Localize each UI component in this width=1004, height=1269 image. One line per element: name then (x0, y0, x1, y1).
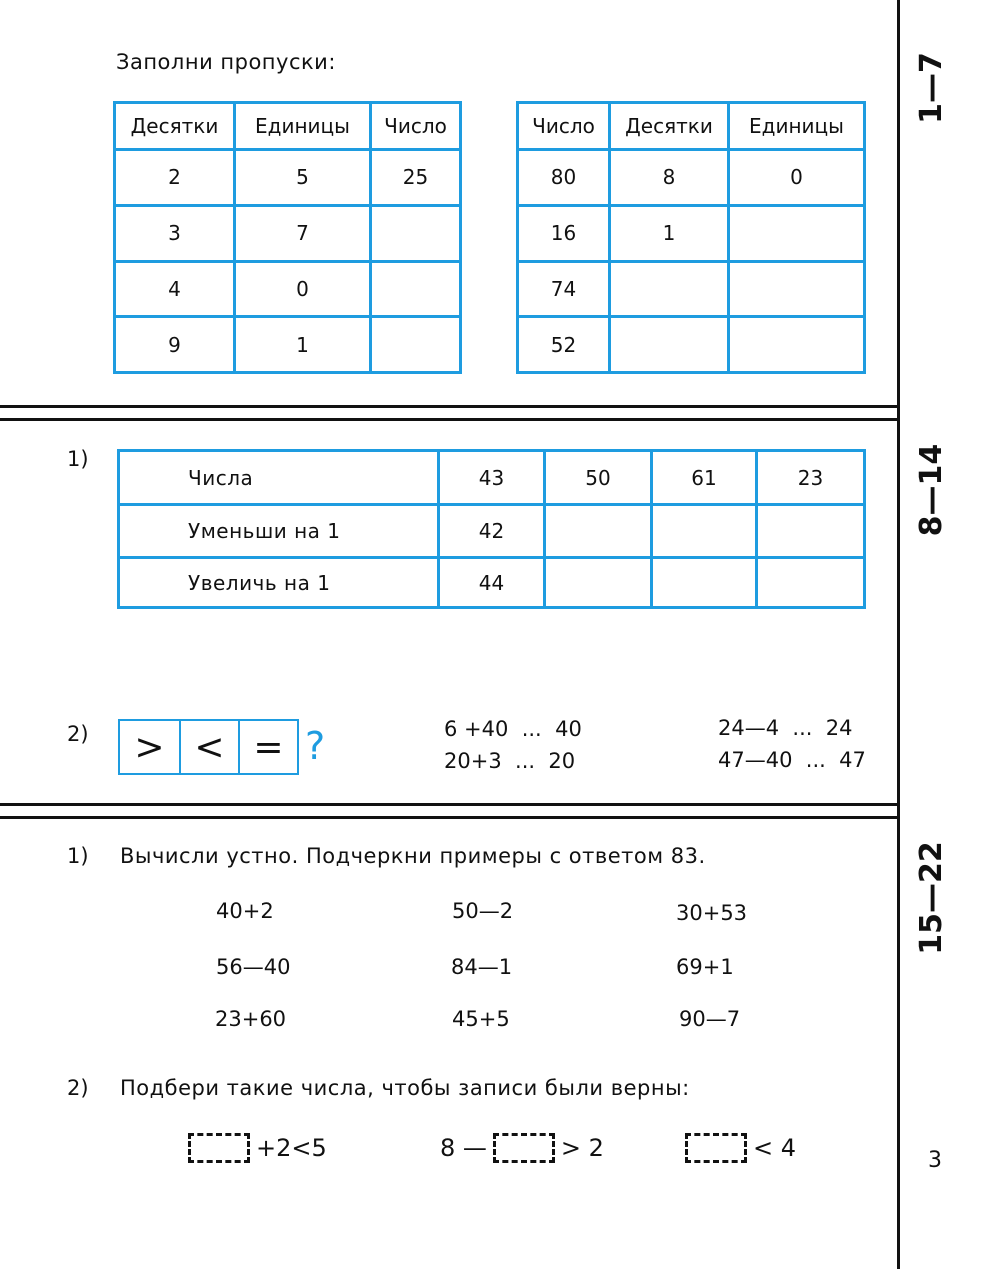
cell: 0 (729, 150, 865, 206)
task1-instruction: Вычисли устно. Подчеркни примеры с ответом 83. (120, 844, 706, 868)
cell: 1 (235, 317, 371, 373)
cell: 1 (610, 205, 729, 261)
example[interactable]: 69+1 (676, 955, 734, 979)
less-sign[interactable]: < (179, 721, 238, 773)
expr-right-2: 47—40 ... 47 (718, 748, 866, 772)
expr-left-1: 6 +40 ... 40 (444, 717, 582, 741)
example[interactable]: 56—40 (216, 955, 291, 979)
cell: 2 (115, 150, 235, 206)
header-number: Число (371, 103, 461, 150)
answer-cell[interactable] (757, 558, 865, 608)
header-number: Число (518, 103, 610, 150)
inequality-head: 8 — (440, 1134, 487, 1162)
header-units: Единицы (729, 103, 865, 150)
answer-box[interactable] (685, 1133, 747, 1163)
greater-sign[interactable]: > (134, 726, 165, 768)
example[interactable]: 23+60 (215, 1007, 287, 1031)
cell: 42 (439, 505, 545, 558)
comparison-signs-box (118, 719, 299, 775)
example[interactable]: 84—1 (451, 955, 513, 979)
answer-cell[interactable] (610, 261, 729, 317)
cell: 3 (115, 205, 235, 261)
answer-cell[interactable] (729, 261, 865, 317)
expr-right-1: 24—4 ... 24 (718, 716, 853, 740)
inequality-tail: > 2 (560, 1134, 604, 1162)
cell: 0 (235, 261, 371, 317)
cell: 74 (518, 261, 610, 317)
cell: 25 (371, 150, 461, 206)
cell: 50 (545, 451, 652, 505)
task-label-2: 2) (67, 722, 89, 746)
section-divider-2 (0, 418, 900, 421)
row-label-numbers: Числа (119, 451, 439, 505)
example[interactable]: 45+5 (452, 1007, 510, 1031)
cell: 80 (518, 150, 610, 206)
cell: 23 (757, 451, 865, 505)
cell: 43 (439, 451, 545, 505)
cell: 5 (235, 150, 371, 206)
cell: 44 (439, 558, 545, 608)
answer-cell[interactable] (371, 205, 461, 261)
header-units: Единицы (235, 103, 371, 150)
side-label-8-14: 8—14 (914, 443, 949, 537)
question-mark: ? (305, 724, 326, 768)
cell: 7 (235, 205, 371, 261)
cell: 4 (115, 261, 235, 317)
cell: 61 (652, 451, 757, 505)
table-number-tens-units (516, 101, 866, 374)
section1-title: Заполни пропуски: (116, 50, 336, 74)
cell: 16 (518, 205, 610, 261)
answer-cell[interactable] (652, 505, 757, 558)
cell: 52 (518, 317, 610, 373)
task-label-1: 1) (67, 447, 89, 471)
row-label-decrease: Уменьши на 1 (119, 505, 439, 558)
header-tens: Десятки (610, 103, 729, 150)
example[interactable]: 30+53 (676, 901, 748, 925)
answer-cell[interactable] (371, 261, 461, 317)
side-label-1-7: 1—7 (914, 52, 949, 124)
inequality-tail: < 4 (753, 1134, 797, 1162)
example[interactable]: 40+2 (216, 899, 274, 923)
side-label-15-22: 15—22 (914, 841, 949, 955)
answer-cell[interactable] (652, 558, 757, 608)
answer-box[interactable] (493, 1133, 555, 1163)
section-divider-1 (0, 405, 900, 408)
answer-cell[interactable] (371, 317, 461, 373)
answer-cell[interactable] (545, 558, 652, 608)
answer-cell[interactable] (729, 205, 865, 261)
inequality-1 (188, 1133, 327, 1163)
task2-instruction: Подбери такие числа, чтобы записи были верны: (120, 1076, 690, 1100)
example[interactable]: 90—7 (679, 1007, 741, 1031)
answer-cell[interactable] (757, 505, 865, 558)
table-tens-units-number (113, 101, 462, 374)
inequality-tail: +2<5 (256, 1134, 327, 1162)
answer-cell[interactable] (729, 317, 865, 373)
inequality-3 (685, 1133, 796, 1163)
page-number: 3 (928, 1148, 942, 1173)
task-label-1: 1) (67, 844, 89, 868)
answer-cell[interactable] (545, 505, 652, 558)
expr-left-2: 20+3 ... 20 (444, 749, 576, 773)
cell: 9 (115, 317, 235, 373)
table-decrease-increase (117, 449, 866, 609)
answer-box[interactable] (188, 1133, 250, 1163)
cell: 8 (610, 150, 729, 206)
example[interactable]: 50—2 (452, 899, 514, 923)
equal-sign[interactable]: = (238, 721, 297, 773)
section-divider-4 (0, 816, 900, 819)
answer-cell[interactable] (610, 317, 729, 373)
section-divider-3 (0, 803, 900, 806)
task-label-2: 2) (67, 1076, 89, 1100)
right-border-line (897, 0, 900, 1269)
inequality-2 (440, 1133, 604, 1163)
header-tens: Десятки (115, 103, 235, 150)
row-label-increase: Увеличь на 1 (119, 558, 439, 608)
